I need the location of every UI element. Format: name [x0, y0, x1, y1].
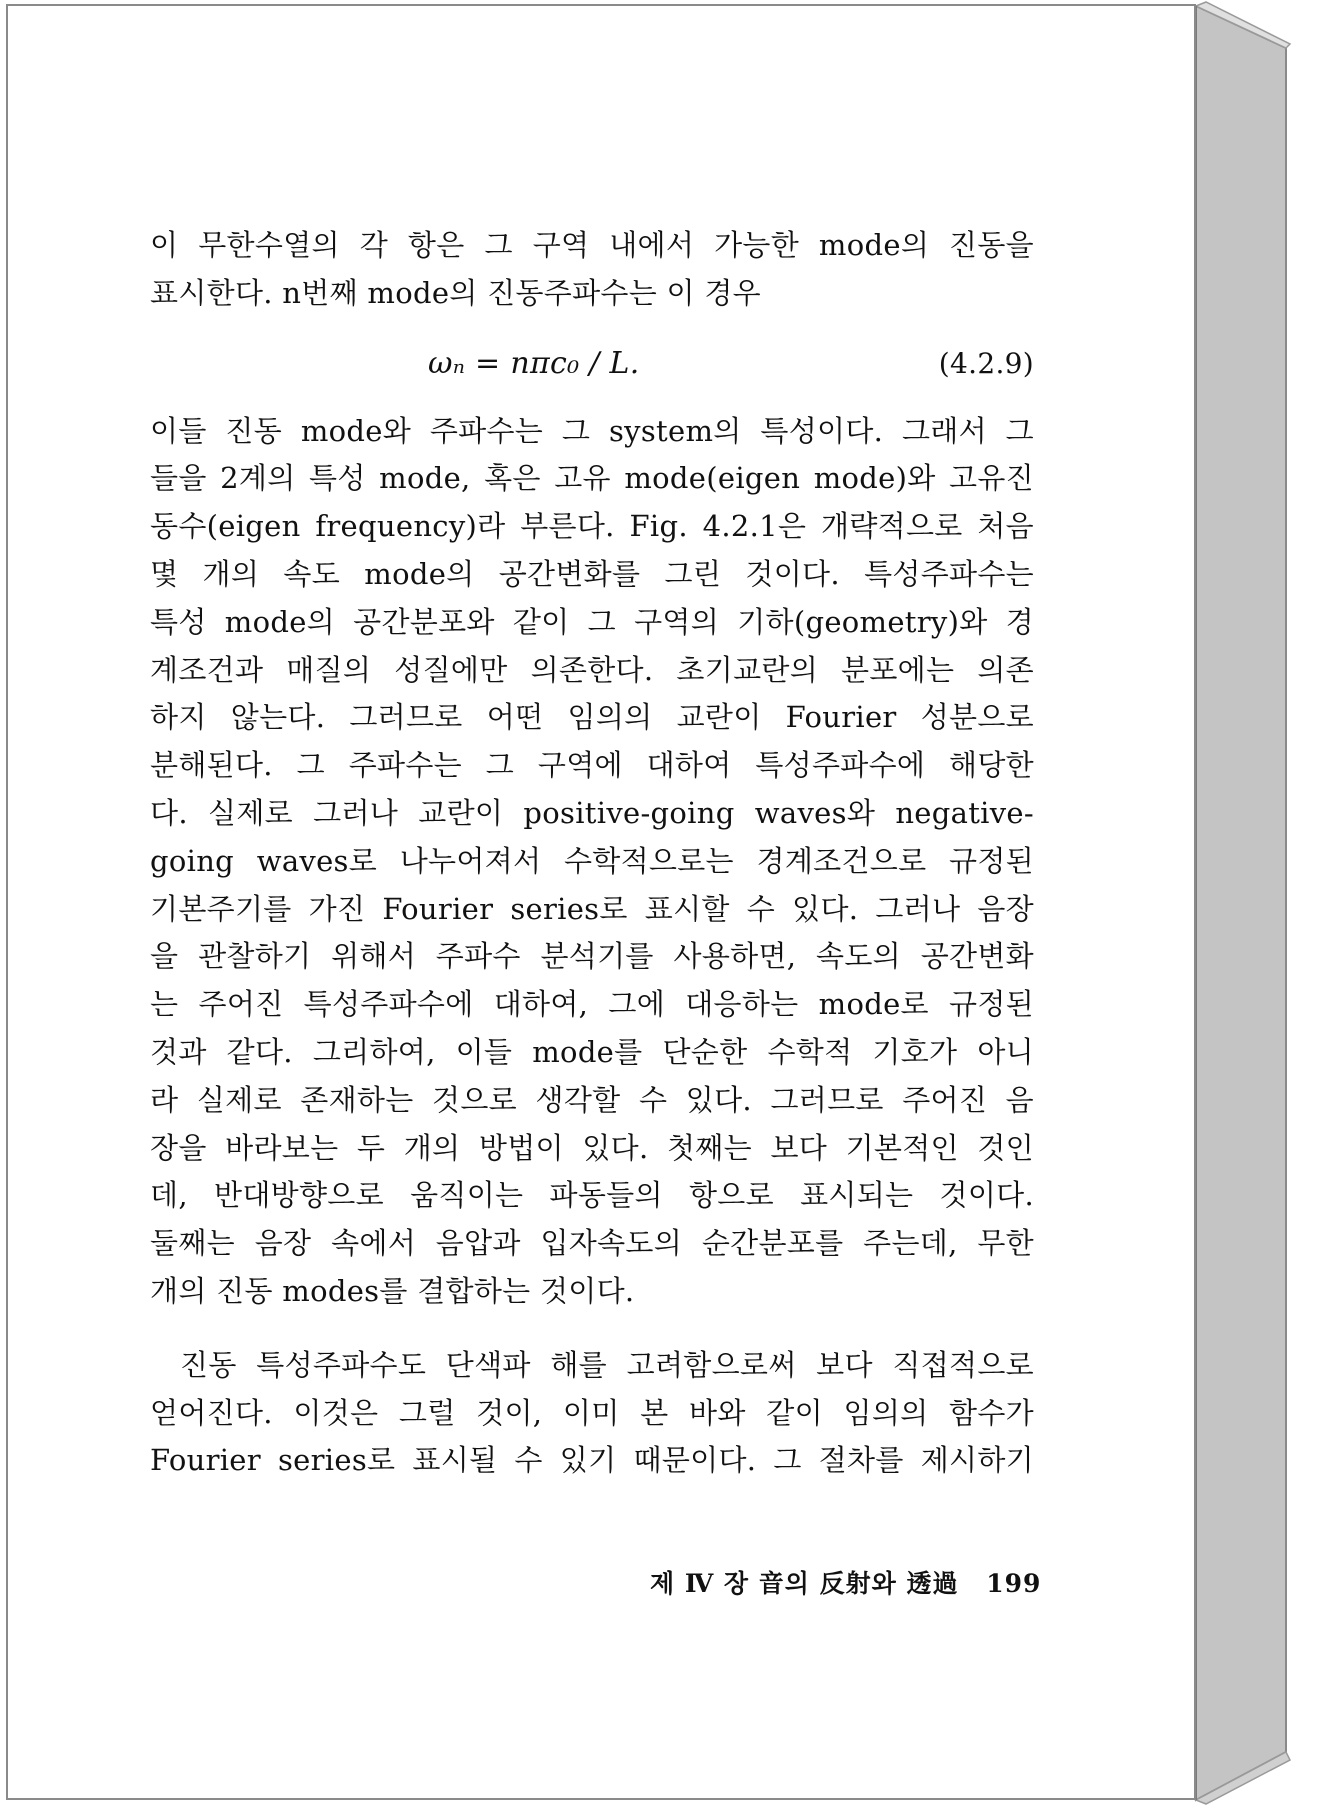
text-line: 계조건과 매질의 성질에만 의존한다. 초기교란의 분포에는 의존 — [150, 652, 1034, 687]
text-line: 는 주어진 특성주파수에 대하여, 그에 대응하는 mode로 규정된 — [150, 987, 1034, 1022]
page-footer — [650, 1564, 1041, 1600]
text-line: going waves로 나누어져서 수학적으로는 경계조건으로 규정된 — [150, 843, 1034, 878]
text-line: 을 관찰하기 위해서 주파수 분석기를 사용하면, 속도의 공간변화 — [150, 939, 1034, 974]
text-line: 표시한다. n번째 mode의 진동주파수는 이 경우 — [150, 275, 761, 310]
equation-4-2-9 — [150, 326, 1034, 402]
page-body — [150, 222, 1034, 1485]
text-line: 장을 바라보는 두 개의 방법이 있다. 첫째는 보다 기본적인 것인 — [150, 1130, 1034, 1165]
text-line: 기본주기를 가진 Fourier series로 표시할 수 있다. 그러나 음장 — [150, 891, 1034, 926]
text-line: 라 실제로 존재하는 것으로 생각할 수 있다. 그러므로 주어진 음 — [150, 1082, 1034, 1117]
text-line: 다. 실제로 그러나 교란이 positive-going waves와 negative- — [150, 795, 1034, 830]
paragraph-3 — [150, 1342, 1034, 1485]
text-line: 데, 반대방향으로 움직이는 파동들의 항으로 표시되는 것이다. — [150, 1178, 1034, 1213]
text-line: Fourier series로 표시될 수 있기 때문이다. 그 절차를 제시하기 — [150, 1443, 1034, 1478]
equation-formula: ωₙ = nπc₀ / L. — [428, 345, 640, 381]
text-line: 둘째는 음장 속에서 음압과 입자속도의 순간분포를 주는데, 무한 — [150, 1226, 1034, 1261]
page-number: 199 — [986, 1569, 1042, 1598]
equation-number: (4.2.9) — [938, 346, 1034, 380]
text-line: 들을 2계의 특성 mode, 혹은 고유 mode(eigen mode)와 고유진 — [150, 461, 1034, 496]
text-line: 이들 진동 mode와 주파수는 그 system의 특성이다. 그래서 그 — [150, 413, 1034, 448]
text-line: 얻어진다. 이것은 그럴 것이, 이미 본 바와 같이 임의의 함수가 — [150, 1395, 1034, 1430]
paragraph-2 — [150, 408, 1034, 1316]
text-line: 특성 mode의 공간분포와 같이 그 구역의 기하(geometry)와 경 — [150, 604, 1034, 639]
text-line: 개의 진동 modes를 결합하는 것이다. — [150, 1273, 635, 1308]
text-line: 이 무한수열의 각 항은 그 구역 내에서 가능한 mode의 진동을 — [150, 228, 1034, 262]
chapter-title: 제 Ⅳ 장 音의 反射와 透過 — [650, 1569, 959, 1598]
text-line: 진동 특성주파수도 단색파 해를 고려함으로써 보다 직접적으로 — [180, 1347, 1034, 1382]
text-line: 분해된다. 그 주파수는 그 구역에 대하여 특성주파수에 해당한 — [150, 748, 1034, 783]
text-line: 것과 같다. 그리하여, 이들 mode를 단순한 수학적 기호가 아니 — [150, 1034, 1034, 1069]
text-line: 동수(eigen frequency)라 부른다. Fig. 4.2.1은 개략적으로 처음 — [150, 509, 1034, 544]
text-line: 몇 개의 속도 mode의 공간변화를 그린 것이다. 특성주파수는 — [150, 556, 1034, 591]
text-line: 하지 않는다. 그러므로 어떤 임의의 교란이 Fourier 성분으로 — [150, 700, 1034, 735]
paragraph-1 — [150, 222, 1034, 318]
